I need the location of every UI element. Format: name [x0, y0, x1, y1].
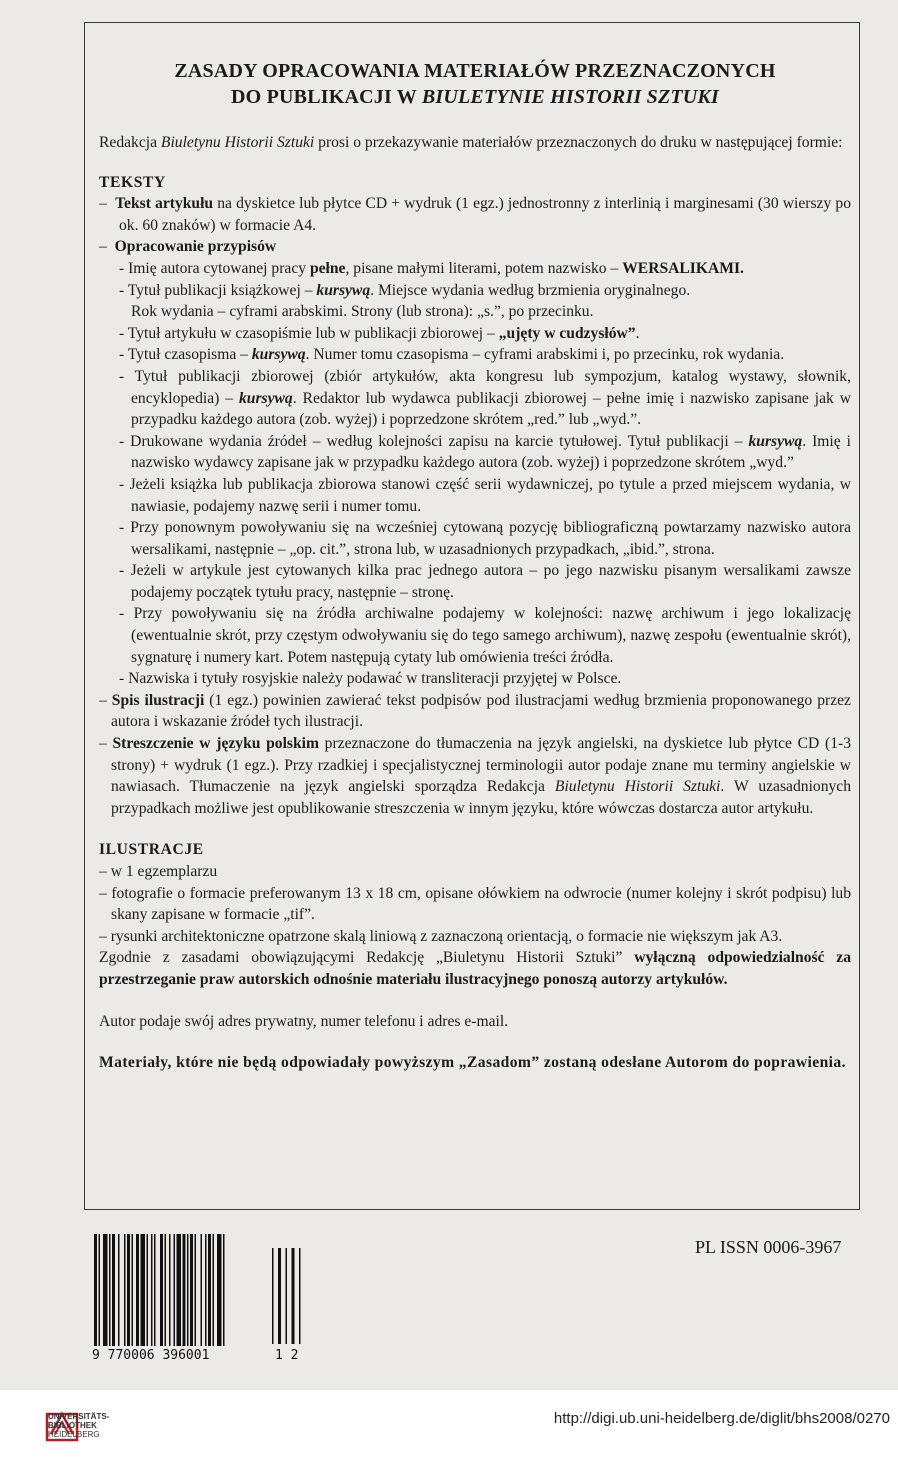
library-name: UNIVERSITÄTS- BIBLIOTHEK HEIDELBERG	[48, 1412, 110, 1439]
list-item-streszczenie: – Streszczenie w języku polskim przeznaczone do tłumaczenia na język angielski, na dyskietce lub płytce CD (1-3 strony) + wydruk (1 egz.). Przy rzadkiej i specjalistycznej terminologii autor podaje znane mu terminy angielskie w nawiasach. Tłumaczenie na język angielski sporządza Redakcja Biuletynu Historii Sztuki. W uzasadnionych przypadkach możliwe jest opublikowanie streszczenia w innym języku, które wówczas dostarcza autor artykułu.	[99, 735, 852, 817]
barcode-bar	[205, 1234, 207, 1346]
footnote-rule-continued: Rok wydania – cyframi arabskimi. Strony (lub strona): „s.”, po przecinku.	[131, 303, 594, 321]
barcode-bar	[154, 1234, 156, 1346]
footnote-rule: - Drukowane wydania źródeł – według kolejności zapisu na karcie tytułowej. Tytuł publikacji – kursywą. Imię i nazwisko wydawcy zapisane jak w przypadku każdego autora (zob. wyżej) i poprzedzone skrótem „wyd.”	[119, 432, 851, 472]
barcode-bar	[169, 1234, 171, 1346]
library-footer	[0, 1390, 898, 1462]
section-heading-ilustracje: ILUSTRACJE	[99, 841, 204, 859]
footnote-rule: - Przy powoływaniu się na źródła archiwalne podajemy w kolejności: nazwę archiwum i jego lokalizację (ewentualnie skrót, przy częstym odwoływaniu się do tego samego archiwum), nazwę zespołu (ewentualnie skrót), sygnaturę i numery kart. Potem następują cytaty lub omówienia treści źródła.	[119, 605, 851, 666]
barcode-bar	[208, 1234, 211, 1346]
footnote-rule: - Tytuł publikacji zbiorowej (zbiór artykułów, akta kongresu lub sympozjum, katalog wystawy, słownik, encyklopedia) – kursywą. Redaktor lub wydawca publikacji zbiorowej – pełne imię i nazwisko zapisane jak w przypadku każdego autora (zob. wyżej) i poprzedzone skrótem „red.” lub „wyd.”.	[119, 367, 851, 429]
barcode-bar	[165, 1234, 167, 1346]
barcode-bar	[190, 1234, 193, 1346]
barcode-bar	[127, 1234, 130, 1346]
footnote-rule: - Imię autora cytowanej pracy pełne, pisane małymi literami, potem nazwisko – WERSALIKAMI.	[119, 259, 744, 277]
barcode-bar	[136, 1234, 139, 1346]
section-heading-teksty: TEKSTY	[99, 173, 166, 191]
barcode-bar	[118, 1234, 120, 1346]
barcode-bar	[183, 1234, 186, 1346]
footnote-rule: - Tytuł czasopisma – kursywą. Numer tomu czasopisma – cyframi arabskimi i, po przecinku, rok wydania.	[119, 346, 785, 364]
barcode-addon-bar	[299, 1248, 301, 1344]
footnote-rule: - Nazwiska i tytuły rosyjskie należy podawać w transliteracji przyjętej w Polsce.	[119, 670, 622, 688]
barcode-bar	[132, 1234, 134, 1346]
footnote-rule: - Jeżeli w artykule jest cytowanych kilka prac jednego autora – po jego nazwisku pisanym wersalikami zawsze podajemy początek tytułu pracy, następnie – stronę.	[119, 562, 851, 601]
barcode-bar	[174, 1234, 176, 1346]
footnote-rule: - Tytuł publikacji książkowej – kursywą. Miejsce wydania według brzmienia oryginalnego.	[119, 281, 691, 299]
barcode-bar	[94, 1234, 97, 1346]
barcode-addon-bar	[286, 1248, 288, 1344]
barcode-bar	[177, 1234, 182, 1346]
barcode-bar	[109, 1234, 111, 1346]
barcode-bar	[124, 1234, 126, 1346]
barcode-bar	[213, 1234, 215, 1346]
barcode-addon-digits: 1 2	[275, 1348, 299, 1362]
barcode-bar	[103, 1234, 108, 1346]
barcode-bar	[112, 1234, 115, 1346]
barcode-bar	[195, 1234, 197, 1346]
barcode-bar	[217, 1234, 222, 1346]
barcode-bar	[147, 1234, 149, 1346]
list-item-spis-ilustracji: – Spis ilustracji (1 egz.) powinien zawierać tekst podpisów pod ilustracjami według brzmienia proponowanego przez autora i wskazanie źródeł tych ilustracji.	[99, 691, 851, 731]
issn-number: PL ISSN 0006-3967	[695, 1237, 842, 1257]
intro-paragraph: Redakcja Biuletynu Historii Sztuki prosi o przekazywanie materiałów przeznaczonych do druku w następującej formie:	[99, 134, 843, 151]
footnote-rule: - Jeżeli książka lub publikacja zbiorowa stanowi część serii wydawniczej, po tytule a przed miejscem wydania, w nawiasie, podajemy nazwę serii i numer tomu.	[119, 475, 851, 515]
barcode-bar	[141, 1234, 146, 1346]
document-body	[99, 58, 851, 1074]
barcode-bar	[160, 1234, 163, 1346]
list-item-przypisy: – Opracowanie przypisów	[99, 238, 277, 256]
copyright-note: Zgodnie z zasadami obowiązującymi Redakcję „Biuletynu Historii Sztuki” wyłączną odpowiedzialność za przestrzeganie praw autorskich odnośnie materiału ilustracyjnego ponoszą autorzy artykułów.	[99, 949, 852, 988]
list-item-tekst-artykulu: – Tekst artykułu na dyskietce lub płytce CD + wydruk (1 egz.) jednostronny z interlinią i marginesami (30 wierszy po ok. 60 znaków) w formacie A4.	[99, 195, 852, 234]
list-item: – rysunki architektoniczne opatrzone skalą liniową z zaznaczoną orientacją, o formacie nie większym jak A3.	[99, 927, 783, 945]
barcode-addon-bar	[272, 1248, 274, 1344]
barcode-bar	[223, 1234, 225, 1346]
footnote-rule: - Tytuł artykułu w czasopiśmie lub w publikacji zbiorowej – „ujęty w cudzysłów”.	[119, 324, 640, 342]
barcode-addon-bar	[292, 1248, 295, 1344]
barcode-bar	[201, 1234, 203, 1346]
barcode-bar	[99, 1234, 101, 1346]
isbn-barcode	[90, 1232, 310, 1362]
address-note: Autor podaje swój adres prywatny, numer telefonu i adres e-mail.	[99, 1012, 509, 1030]
list-item: – w 1 egzemplarzu	[99, 863, 218, 880]
barcode-bar	[187, 1234, 189, 1346]
barcode-bar	[151, 1234, 153, 1346]
barcode-digits: 9 770006 396001	[92, 1348, 210, 1362]
page-title: ZASADY OPRACOWANIA MATERIAŁÓW PRZEZNACZONYCH DO PUBLIKACJI W BIULETYNIE HISTORII SZTUKI	[174, 60, 776, 108]
list-item: – fotografie o formacie preferowanym 13 x 18 cm, opisane ołówkiem na odwrocie (numer kolejny i skrót podpisu) lub skany zapisane w formacie „tif”.	[99, 884, 851, 924]
source-url[interactable]: http://digi.ub.uni-heidelberg.de/diglit/bhs2008/0270	[553, 1410, 890, 1427]
barcode-addon-bar	[278, 1248, 281, 1344]
footnote-rule: - Przy ponownym powoływaniu się na wcześniej cytowaną pozycję bibliograficzną powtarzamy nazwisko autora wersalikami, następnie – „op. cit.”, strona lub, w uzasadnionych przypadkach, „ibid.”, strona.	[119, 519, 851, 558]
final-note: Materiały, które nie będą odpowiadały powyższym „Zasadom” zostaną odesłane Autorom do poprawienia.	[99, 1054, 846, 1072]
